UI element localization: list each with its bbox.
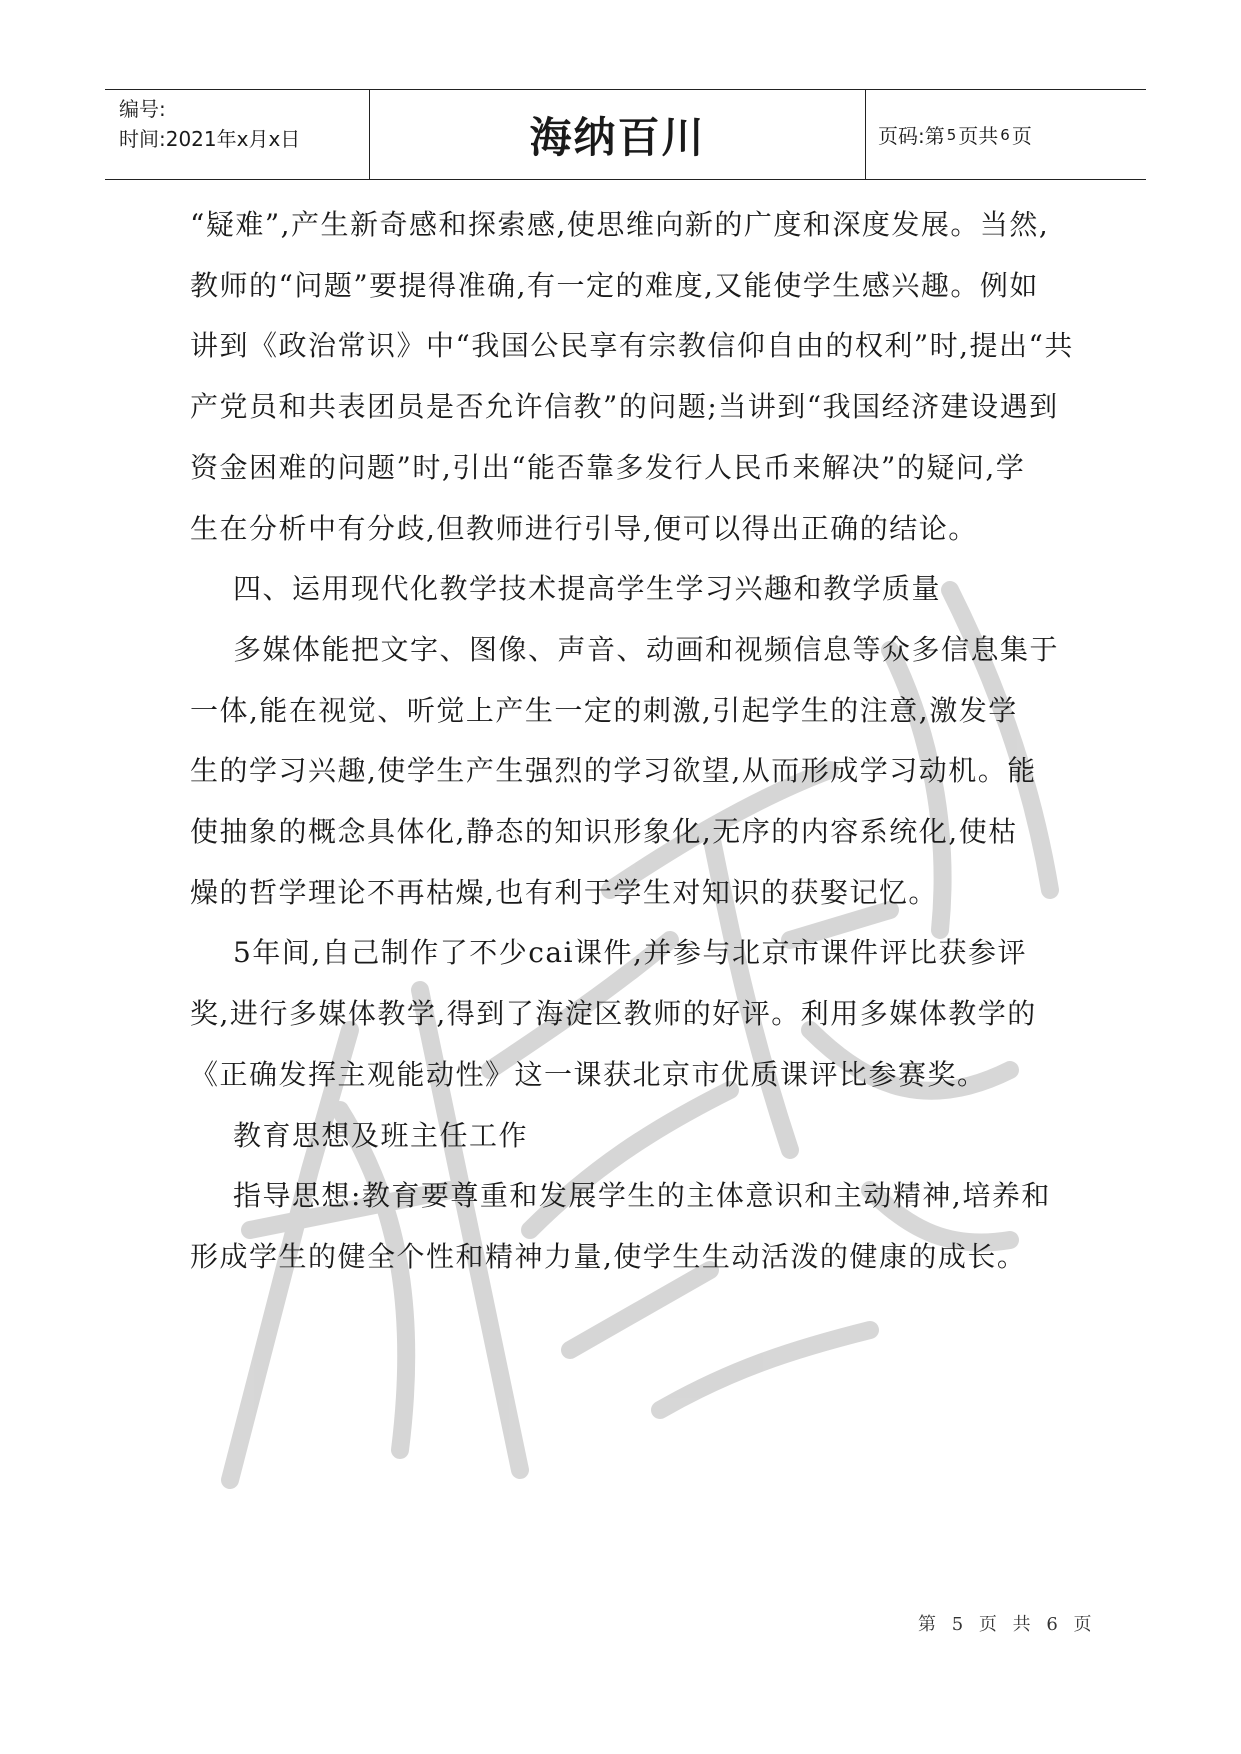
paragraph-line: 5年间,自己制作了不少cai课件,并参与北京市课件评比获参评 bbox=[233, 936, 1027, 970]
paragraph-line: 一体,能在视觉、听觉上产生一定的刺激,引起学生的注意,激发学 bbox=[190, 693, 1018, 727]
paragraph-line: 讲到《政治常识》中“我国公民享有宗教信仰自由的权利”时,提出“共 bbox=[190, 329, 1074, 363]
paragraph-line: 奖,进行多媒体教学,得到了海淀区教师的好评。利用多媒体教学的 bbox=[190, 997, 1037, 1031]
paragraph-line: “疑难”,产生新奇感和探索感,使思维向新的广度和深度发展。当然, bbox=[190, 208, 1050, 241]
header-page-indicator bbox=[866, 90, 1146, 179]
section-heading: 四、运用现代化教学技术提高学生学习兴趣和教学质量 bbox=[233, 572, 942, 606]
paragraph-line: 形成学生的健全个性和精神力量,使学生生动活泼的健康的成长。 bbox=[190, 1239, 1027, 1273]
page-header bbox=[105, 89, 1146, 180]
paragraph-line: 使抽象的概念具体化,静态的知识形象化,无序的内容系统化,使枯 bbox=[190, 815, 1018, 849]
header-title: 海纳百川 bbox=[370, 90, 866, 179]
page-footer: 第 5 页 共 6 页 bbox=[918, 1614, 1097, 1635]
page-suffix: 页 bbox=[1011, 124, 1032, 148]
paragraph-line: 燥的哲学理论不再枯燥,也有利于学生对知识的获娶记忆。 bbox=[190, 875, 938, 909]
header-meta bbox=[105, 90, 370, 179]
paragraph-line: 指导思想:教育要尊重和发展学生的主体意识和主动精神,培养和 bbox=[233, 1179, 1051, 1213]
page-total: 6 bbox=[1000, 125, 1010, 144]
paragraph-line: 《正确发挥主观能动性》这一课获北京市优质课评比参赛奖。 bbox=[190, 1057, 987, 1091]
document-body bbox=[190, 195, 1074, 1288]
document-number-label: 编号: bbox=[119, 97, 166, 121]
paragraph-line: 生在分析中有分歧,但教师进行引导,便可以得出正确的结论。 bbox=[190, 511, 978, 545]
section-heading: 教育思想及班主任工作 bbox=[233, 1118, 529, 1152]
paragraph-line: 资金困难的问题”时,引出“能否靠多发行人民币来解决”的疑问,学 bbox=[190, 450, 1026, 484]
paragraph-line: 多媒体能把文字、图像、声音、动画和视频信息等众多信息集于 bbox=[233, 632, 1060, 666]
page-label: 页码:第 bbox=[878, 124, 945, 148]
paragraph-line: 教师的“问题”要提得准确,有一定的难度,又能使学生感兴趣。例如 bbox=[190, 268, 1039, 302]
paragraph-line: 生的学习兴趣,使学生产生强烈的学习欲望,从而形成学习动机。能 bbox=[190, 754, 1037, 788]
page-number: 5 bbox=[946, 125, 957, 144]
page-mid: 页共 bbox=[958, 124, 999, 148]
document-time-label: 时间:2021年x月x日 bbox=[119, 127, 301, 151]
paragraph-line: 产党员和共表团员是否允许信教”的问题;当讲到“我国经济建设遇到 bbox=[190, 390, 1059, 424]
